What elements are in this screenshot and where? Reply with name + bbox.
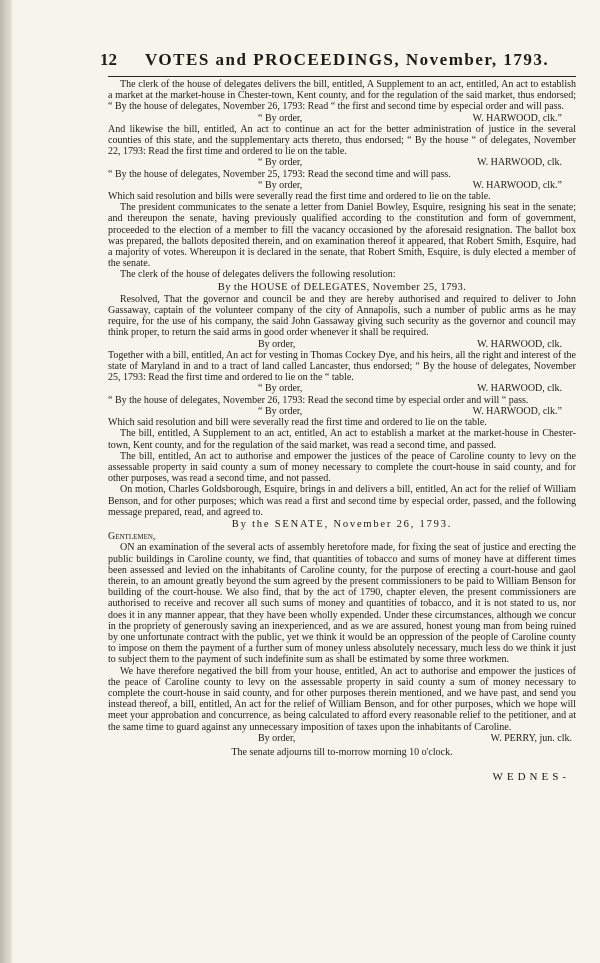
signature-name: W. HARWOOD, clk. — [477, 338, 562, 350]
header-rule — [108, 76, 576, 77]
paragraph: “ By the house of delegates, November 26, 1793: Read the second time by especial order and will “ pass. — [108, 394, 529, 406]
signature-line — [108, 383, 576, 394]
section-heading: By the HOUSE of DELEGATES, November 25, 1793. — [217, 281, 467, 293]
signature-name: W. HARWOOD, clk. — [477, 383, 562, 395]
signature-line — [108, 406, 576, 417]
paragraph: Resolved, That the governor and council be and they are hereby authorised and required to deliver to John Gassaway, captain of the volunteer company of the city of Annapolis, such a number of public arms as he may require, for the use of his company, the said John Gassaway giving such security as the governor and council may think proper, to return the said arms in good order whenever it shall be required. — [108, 293, 576, 339]
paragraph: Which said resolution and bills were severally read the first time and ordered to lie on the table. — [108, 191, 491, 203]
signature-by-order: “ By order, — [258, 157, 303, 169]
paragraph: Together with a bill, entitled, An act for vesting in Thomas Cockey Dye, and his heirs, all the right and interest of the state of Maryland in and to a tract of land called Lancaster, thus endorsed; “ By the house of delegates, November 25, 1793: Read the first time and ordered to lie on the “ table. — [108, 349, 576, 384]
page-spine-shadow — [0, 0, 12, 963]
paragraph: And likewise the bill, entitled, An act to continue an act for the better administration of justice in the several counties of this state, and the supplementary acts thereto, thus endorsed; “ By the house “ of delegates, November 22, 1793: Read the first time and ordered to lie on the table. — [108, 123, 576, 158]
paragraph: Which said resolution and bill were severally read the first time and ordered to lie on the table. — [108, 417, 487, 429]
signature-line — [108, 113, 576, 124]
paragraph: “ By the house of delegates, November 25, 1793: Read the second time and will pass. — [108, 168, 451, 180]
paragraph: The clerk of the house of delegates delivers the following resolution: — [120, 269, 396, 281]
signature-by-order: By order, — [258, 732, 296, 744]
signature-by-order: “ By order, — [258, 405, 303, 417]
signature-line — [108, 733, 576, 744]
paragraph: We have therefore negatived the bill from your house, entitled, An act to authorise and empower the justices of the peace of Caroline county to levy on the assessable property in said county a sum of money necessary to complete the court-house in said county, and for other purposes therein mentioned, and we have past, and send you instead thereof, a bill, entitled, An act for the relief of William Benson, and for other purposes, which we hope will meet your approbation and concurrence, as being calculated to afford every reasonable relief to the petitioner, and at the same time to guard against any unnecessary imposition of taxes upon the inhabitants of Caroline. — [108, 665, 576, 733]
signature-name: W. HARWOOD, clk.” — [472, 179, 562, 191]
page-header — [100, 50, 580, 70]
signature-by-order: By order, — [258, 338, 296, 350]
running-title: VOTES and PROCEEDINGS, November, 1793. — [145, 50, 550, 69]
paragraph: The bill, entitled, A Supplement to an act, entitled, An act to establish a market at the market-house in Chester-town, Kent county, and for the regulation of the said market, was read a second time, and passed. — [108, 428, 576, 451]
signature-name: W. HARWOOD, clk. — [477, 157, 562, 169]
paragraph: The president communicates to the senate a letter from Daniel Bowley, Esquire, resigning his seat in the senate; and thereupon the senate, having previously qualified according to the constitution and form of government, proceeded to the election of a member to fill the vacancy occasioned by the aforesaid resignation. The ballot box was prepared, the ballots deposited therein, and on examination thereof it appeared, that Robert Smith, Esquire, had a majority of votes. Whereupon it is declared in the senate, that Robert Smith, Esquire, is duly elected a member of the senate. — [108, 202, 576, 270]
paragraph: On motion, Charles Goldsborough, Esquire, brings in and delivers a bill, entitled, An act for the relief of William Benson, and for other purposes; which was read a first and second time by especial order, passed, and the following message prepared, read, and agreed to. — [108, 484, 576, 518]
signature-name: W. HARWOOD, clk.” — [472, 405, 562, 417]
signature-line — [108, 157, 576, 168]
page-number: 12 — [100, 50, 117, 69]
signature-by-order: “ By order, — [258, 112, 303, 124]
catchword: WEDNES- — [492, 771, 570, 784]
signature-line — [108, 339, 576, 350]
section-heading: By the SENATE, November 26, 1793. — [231, 518, 453, 530]
signature-by-order: “ By order, — [258, 383, 303, 395]
signature-name: W. PERRY, jun. clk. — [490, 732, 572, 744]
paragraph: The bill, entitled, An act to authorise and empower the justices of the peace of Caroline county to levy on the assessable property in said county a sum of money necessary to complete the court-house in said county, and for other purposes, was read a second time, and not passed. — [108, 450, 576, 485]
adjournment-line: The senate adjourns till to-morrow morning 10 o'clock. — [231, 746, 453, 758]
paragraph: ON an examination of the several acts of assembly heretofore made, for fixing the seat of justice and erecting the public buildings in Caroline county, we find, that quantities of tobacco and sums of money have at different times been assessed and levied on the inhabitants of Caroline county, for the purpose of erecting a court-house and gaol therein, to an amount greatly beyond the sum agreed by the present commissioners to be paid to William Benson for building of the court-house. We also find, that by the act of 1790, chapter eleven, the present commissioners are authorised to receive and recover all such sums of money and quantities of tobacco, and it is not stated to us, nor does it in any manner appear, that they have been wholly expended. Under these circumstances, although we concur in the propriety of generously saving an inexperienced, and as we are assured, honest young man from being ruined by one unfortunate contract with the public, yet we think it would be an oppression of the people of Caroline county to impose on them the payment of a further sum of money unless absolutely necessary, much less do we think it just to subject them to the payment of such indefinite sum as shall be estimated by some three workmen. — [108, 542, 576, 666]
page-body — [108, 79, 576, 783]
salutation: Gentlemen, — [108, 531, 156, 543]
signature-by-order: “ By order, — [258, 179, 303, 191]
signature-line — [108, 180, 576, 191]
signature-name: W. HARWOOD, clk.” — [472, 112, 562, 124]
paragraph: The clerk of the house of delegates delivers the bill, entitled, A Supplement to an act, entitled, An act to establish a market at the market-house in Chester-town, Kent county, and for the regulation of the said market, thus endorsed; “ By the house of delegates, November 26, 1793: Read “ the first and second time by especial order and will pass. — [108, 79, 576, 113]
